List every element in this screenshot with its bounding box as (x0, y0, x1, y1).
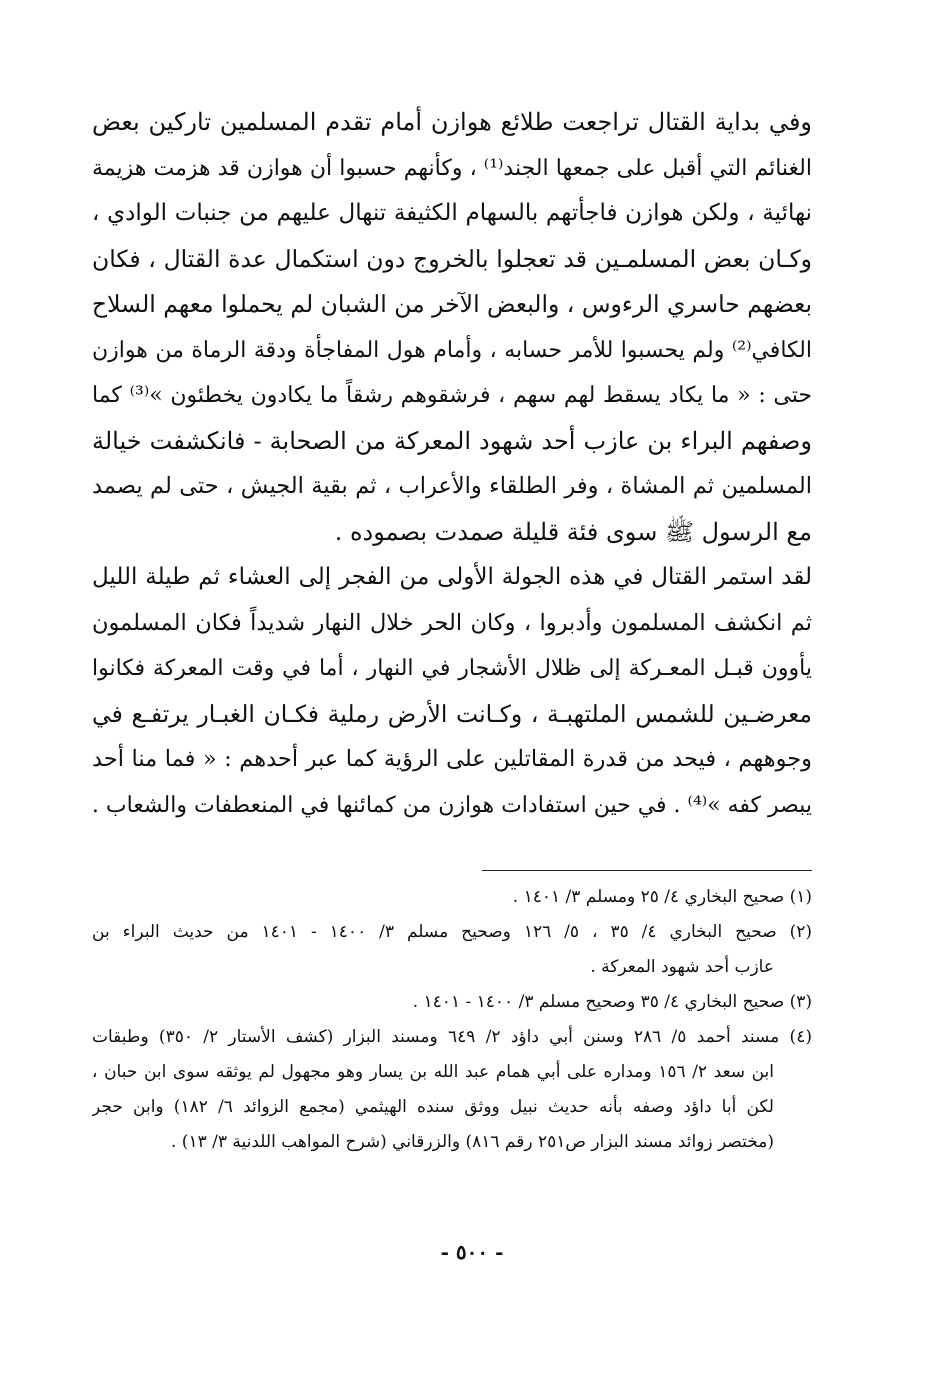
text-line: حتى : « ما يكاد يسقط لهم سهم ، فرشقوهم رشقاً ما يكادون يخطئون »⁽³⁾ كما (92, 383, 812, 408)
text-line: وصفهم البراء بن عازب أحد شهود المعركة من الصحابة - فانكشفت خيالة (92, 426, 812, 455)
text-line: الغنائم التي أقبل على جمعها الجند⁽¹⁾ ، وكأنهم حسبوا أن هوازن قد هزمت هزيمة (92, 155, 812, 181)
paragraph-1 (92, 100, 812, 555)
text-line: مع الرسول ﷺ سوى فئة قليلة صمدت بصموده . (334, 517, 812, 546)
footnote-4-continuation: (مختصر زوائد مسند البزار ص٢٥١ رقم ٨١٦) والزرقاني (شرح المواهب اللدنية ٣/ ١٣) . (170, 1132, 774, 1152)
footnote-2-continuation: عازب أحد شهود المعركة . (590, 957, 774, 977)
footnote-2: (٢) صحيح البخاري ٤/ ٣٥ ، ٥/ ١٢٦ وصحيح مسلم ٣/ ١٤٠٠ - ١٤٠١ من حديث البراء بن (92, 922, 812, 942)
text-line: يأوون قبـل المعـركة إلى ظلال الأشجار في النهار ، أما في وقت المعركة فكانوا (92, 656, 812, 681)
text-line: وفي بداية القتال تراجعت طلائع هوازن أمام تقدم المسلمين تاركين بعض (92, 108, 812, 136)
paragraph-2 (92, 555, 812, 828)
text-line: وجوههم ، فيحد من قدرة المقاتلين على الرؤية كما عبر أحدهم : « فما منا أحد (92, 746, 812, 772)
footnote-4: (٤) مسند أحمد ٥/ ٢٨٦ وسنن أبي داؤد ٢/ ٦٤٩ ومسند البزار (كشف الأستار ٢/ ٣٥٠) وطبقات (92, 1027, 812, 1047)
page-number: - ٥٠٠ - (440, 1240, 504, 1264)
text-line: الكافي⁽²⁾ ولم يحسبوا للأمر حسابه ، وأمام هول المفاجأة ودقة الرماة من هوازن (92, 337, 812, 363)
text-line: وكـان بعض المسلمـين قد تعجلوا بالخروج دون استكمال عدة القتال ، فكان (92, 244, 812, 273)
footnote-divider (482, 870, 812, 871)
text-line: معرضـين للشمس الملتهبـة ، وكـانت الأرض رملية فكـان الغبـار يرتفـع في (92, 699, 812, 728)
main-text (92, 100, 812, 828)
text-line: المسلمين ثم المشاة ، وفر الطلقاء والأعراب ، ثم بقية الجيش ، حتى لم يصمد (92, 473, 812, 499)
footnotes (92, 880, 812, 1160)
text-line: يبصر كفه »⁽⁴⁾ . في حين استفادات هوازن من كمائنها في المنعطفات والشعاب . (92, 792, 812, 818)
footnote-1: (١) صحيح البخاري ٤/ ٢٥ ومسلم ٣/ ١٤٠١ . (512, 887, 812, 907)
text-line: لقد استمر القتال في هذه الجولة الأولى من الفجر إلى العشاء ثم طيلة الليل (92, 564, 812, 590)
page-content (92, 100, 812, 1152)
footnote-3: (٣) صحيح البخاري ٤/ ٣٥ وصحيح مسلم ٣/ ١٤٠٠ - ١٤٠١ . (412, 992, 812, 1012)
text-line: ثم انكشف المسلمون وأدبروا ، وكان الحر خلال النهار شديداً فكان المسلمون (92, 609, 812, 636)
text-line: نهائية ، ولكن هوازن فاجأتهم بالسهام الكثيفة تنهال عليهم من جنبات الوادي ، (92, 200, 812, 226)
text-line: بعضهم حاسري الرءوس ، والبعض الآخر من الشبان لم يحملوا معهم السلاح (92, 290, 812, 318)
footnote-4-continuation: ابن سعد ٢/ ١٥٦ ومداره على أبي همام عبد الله بن يسار وهو مجهول لم يوثقه سوى ابن حبان ، (92, 1062, 774, 1082)
footnote-4-continuation: لكن أبا داؤد وصفه بأنه حديث نبيل ووثق سنده الهيثمي (مجمع الزوائد ٦/ ١٨٢) وابن حجر (92, 1097, 774, 1117)
